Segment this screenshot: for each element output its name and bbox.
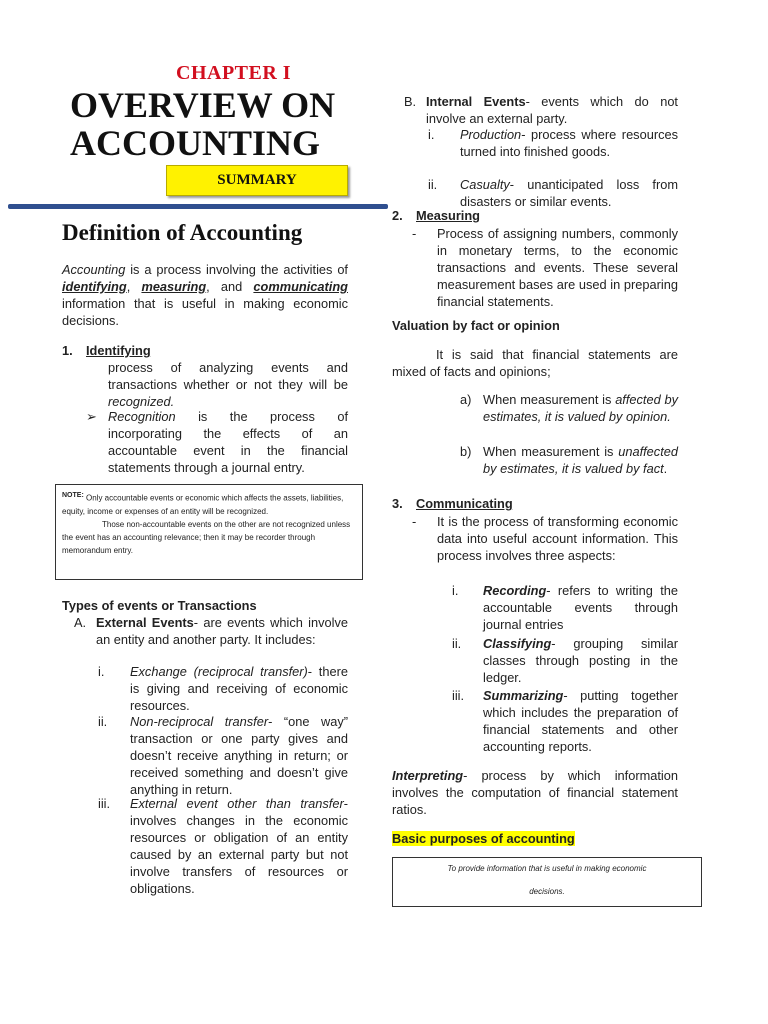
ext-item-1 <box>130 663 348 714</box>
b-letter: B. <box>404 94 417 109</box>
measuring-dash: - <box>412 226 417 241</box>
ext-item-2-num: ii. <box>98 714 108 729</box>
val-a <box>483 391 678 425</box>
note-text-1: Only accountable events or economic which affects the assets, liabilities, equity, income or expenses of an entity will be recognized. <box>62 493 344 516</box>
measuring-heading <box>392 208 480 223</box>
recognition-word: Recognition <box>108 409 176 424</box>
communicating-heading <box>392 496 513 511</box>
def-identifying: identifying <box>62 279 127 294</box>
ext-item-2 <box>130 713 348 798</box>
interpreting-text <box>392 767 678 818</box>
val-b <box>483 443 678 477</box>
external-events <box>96 614 348 648</box>
arrow-bullet: ➢ <box>86 409 97 424</box>
comm-item-1 <box>483 582 678 633</box>
recognition-text <box>108 408 348 476</box>
note-box <box>55 484 363 580</box>
int-item-1-text: - process where resources turned into finished goods. <box>460 127 678 159</box>
note-line-2: Those non-accountable events on the other are not recognized unless the event has an accounting relevance; then it may be recorder through memorandum entry. <box>62 519 351 555</box>
int-item-1-num: i. <box>428 127 435 142</box>
val-b-num: b) <box>460 444 472 459</box>
int-item-2 <box>460 176 678 210</box>
internal-events-label: Internal Events <box>426 94 526 109</box>
purpose-line-1: To provide information that is useful in making economic <box>447 864 647 873</box>
identifying-body: process of analyzing events and transactions whether or not they will be <box>108 360 348 392</box>
comm-item-3 <box>483 687 678 755</box>
measuring-num: 2. <box>392 208 403 223</box>
comm-item-2-text: - grouping similar classes through posting in the ledger. <box>483 636 678 685</box>
note-label: NOTE: <box>62 492 84 499</box>
types-heading: Types of events or Transactions <box>62 598 257 613</box>
int-item-2-text: - unanticipated loss from disasters or similar events. <box>460 177 678 209</box>
valuation-text: It is said that financial statements are mixed of facts and opinions; <box>392 347 678 379</box>
title-line-1: OVERVIEW ON <box>70 85 336 125</box>
identifying-text <box>108 359 348 410</box>
blue-divider <box>8 204 388 209</box>
ext-item-1-label: Exchange (reciprocal transfer) <box>130 664 308 679</box>
valuation-heading: Valuation by fact or opinion <box>392 318 560 333</box>
communicating-num: 3. <box>392 496 403 511</box>
internal-events <box>426 93 678 127</box>
internal-events-text: - events which do not involve an external party. <box>426 94 678 126</box>
val-b-end: . <box>663 461 668 476</box>
ext-item-3 <box>130 795 348 897</box>
ext-item-1-text: - there is giving and receiving of economic resources. <box>130 664 348 713</box>
def-measuring: measuring <box>141 279 207 294</box>
identifying-recognized: recognized. <box>108 394 175 409</box>
measuring-text: Process of assigning numbers, commonly in monetary terms, to the economic transactions and events. These several measurement bases are used in preparing financial statements. <box>437 226 678 309</box>
val-b-text: When measurement is <box>483 444 619 459</box>
note-line-1 <box>62 489 356 518</box>
definition-heading: Definition of Accounting <box>62 220 303 245</box>
int-item-2-num: ii. <box>428 177 438 192</box>
definition-paragraph <box>62 261 348 329</box>
communicating-label: Communicating <box>416 496 513 511</box>
title-line-2: ACCOUNTING <box>70 123 321 163</box>
def-communicating: communicating <box>253 279 348 294</box>
val-a-italic: affected by estimates, it is valued by opinion. <box>483 392 678 424</box>
def-and: , and <box>206 279 254 294</box>
comm-item-3-num: iii. <box>452 688 465 703</box>
val-b-italic: unaffected by estimates, it is valued by fact <box>483 444 678 476</box>
def-comma: , <box>126 279 142 294</box>
external-events-text: - are events which involve an entity and another party. It includes: <box>96 615 349 647</box>
int-item-2-label: Casualty <box>460 177 510 192</box>
summary-banner: SUMMARY <box>166 165 348 196</box>
def-word: Accounting <box>62 262 126 277</box>
ext-item-1-num: i. <box>98 664 105 679</box>
def-text-2: information that is useful in making economic decisions. <box>62 296 348 328</box>
purposes-heading <box>392 830 575 848</box>
ext-item-3-text: - involves changes in the economic resources or obligation of an entity caused by an external party but not involve transfers of resources or obligations. <box>130 796 348 896</box>
identifying-label: Identifying <box>86 343 151 358</box>
external-events-label: External Events <box>96 615 194 630</box>
chapter-label: CHAPTER I <box>176 62 292 84</box>
val-a-num: a) <box>460 392 472 407</box>
ext-item-2-label: Non-reciprocal transfer <box>130 714 269 729</box>
purpose-box <box>392 857 702 907</box>
identifying-heading <box>62 343 151 358</box>
a-letter: A. <box>74 615 87 630</box>
comm-item-1-text: - refers to writing the accountable events through journal entries <box>483 583 678 632</box>
interpreting-label: Interpreting <box>392 768 464 783</box>
ext-item-2-text: - “one way” transaction or one party gives and doesn’t receive anything in return; or received something and doesn’t give anything in return. <box>130 714 348 797</box>
comm-item-2-label: Classifying <box>483 636 552 651</box>
comm-dash: - <box>412 514 417 529</box>
measuring-label: Measuring <box>416 208 480 223</box>
comm-item-3-text: - putting together which includes the preparation of financial statements and other accounting reports. <box>483 688 678 754</box>
comm-item-1-num: i. <box>452 583 459 598</box>
ext-item-3-label: External event other than transfer <box>130 796 344 811</box>
comm-item-1-label: Recording <box>483 583 547 598</box>
purpose-line-2: decisions. <box>529 887 565 896</box>
comm-item-2 <box>483 635 678 686</box>
comm-text: It is the process of transforming economic data into useful account information. This process involves three aspects: <box>437 514 678 563</box>
interpreting-body: - process by which information involves the computation of financial statement ratios. <box>392 768 678 817</box>
val-a-text: When measurement is <box>483 392 616 407</box>
purposes-heading-text: Basic purposes of accounting <box>392 831 575 846</box>
comm-item-2-num: ii. <box>452 636 462 651</box>
comm-item-3-label: Summarizing <box>483 688 564 703</box>
page-title <box>70 86 335 162</box>
int-item-1-label: Production <box>460 127 522 142</box>
ext-item-3-num: iii. <box>98 796 111 811</box>
recognition-body: is the process of incorporating the effects of an accountable event in the financial statements through a journal entry. <box>108 409 348 475</box>
identifying-num: 1. <box>62 343 73 358</box>
def-text-1: is a process involving the activities of <box>125 262 348 277</box>
int-item-1 <box>460 126 678 160</box>
